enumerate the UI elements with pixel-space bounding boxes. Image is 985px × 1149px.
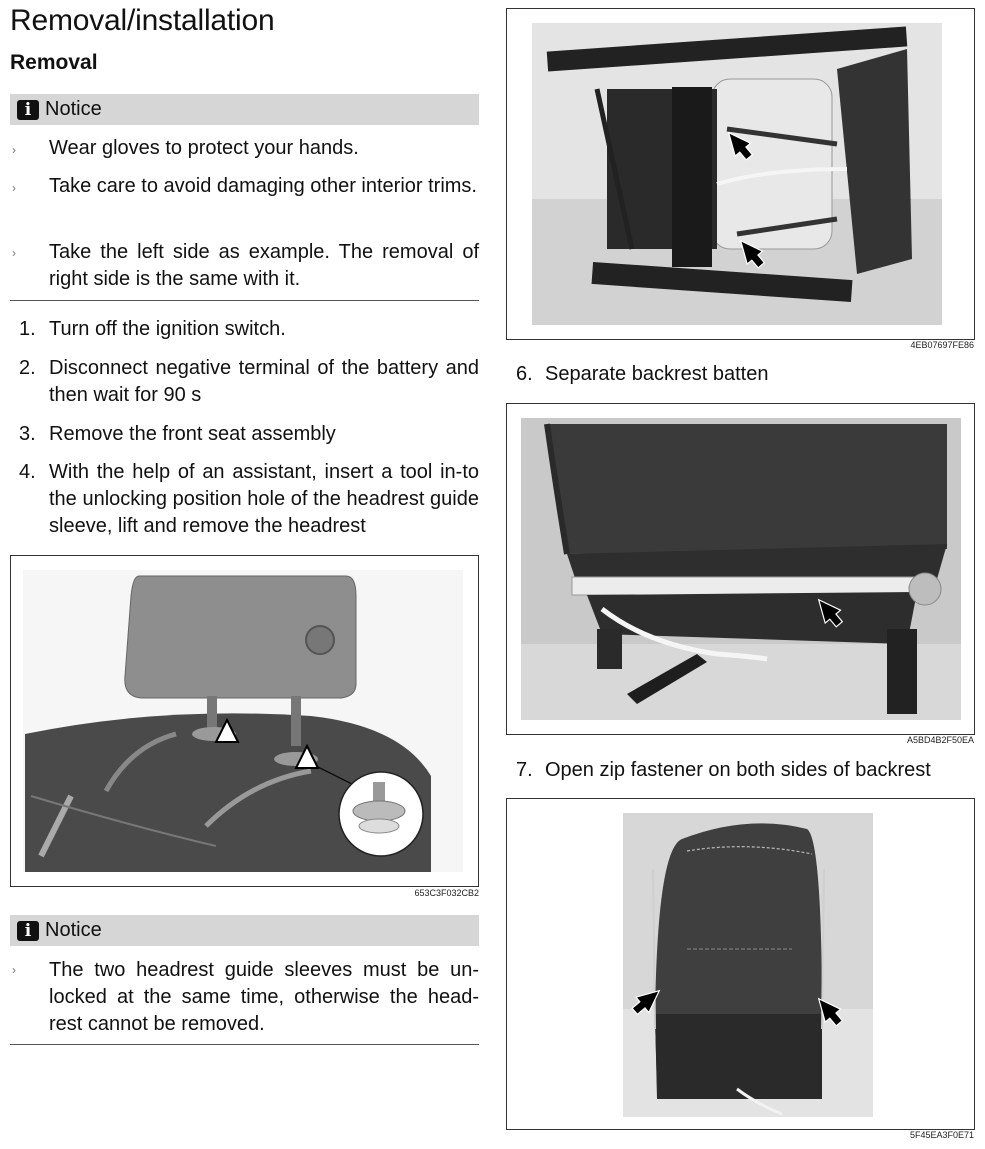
notice-label: Notice xyxy=(45,98,102,120)
step-number: 2. xyxy=(19,357,36,379)
step-text: With the help of an assistant, insert a tool in-to the unlocking position hole of the headrest guide sleeve, lift and remove the headrest xyxy=(49,461,479,537)
page-title: Removal/installation xyxy=(10,4,275,37)
headrest-illustration xyxy=(11,556,478,886)
notice-bar xyxy=(10,915,479,946)
step-text: Open zip fastener on both sides of backrest xyxy=(545,759,931,781)
backrest-batten-photo xyxy=(507,404,974,734)
info-icon: i xyxy=(17,921,39,941)
seat-frame-figure xyxy=(506,8,975,340)
step-text: Separate backrest batten xyxy=(545,363,769,385)
step-text: Remove the front seat assembly xyxy=(49,423,336,445)
step-number: 1. xyxy=(19,318,36,340)
notice-item: Take the left side as example. The removal of right side is the same with it. xyxy=(49,241,479,290)
notice-item: Wear gloves to protect your hands. xyxy=(49,137,359,159)
notice-item: The two headrest guide sleeves must be un-locked at the same time, otherwise the head-rest cannot be removed. xyxy=(49,959,479,1035)
divider xyxy=(10,1044,479,1045)
bullet-chevron-icon: › xyxy=(12,963,16,977)
section-title: Removal xyxy=(10,51,98,74)
bullet-chevron-icon: › xyxy=(12,143,16,157)
step-text: Turn off the ignition switch. xyxy=(49,318,286,340)
seat-frame-photo xyxy=(507,9,974,339)
bullet-chevron-icon: › xyxy=(12,246,16,260)
headrest-figure xyxy=(10,555,479,887)
divider xyxy=(10,300,479,301)
step-number: 4. xyxy=(19,461,36,483)
figure-code: A5BD4B2F50EA xyxy=(906,735,974,745)
notice-bar xyxy=(10,94,479,125)
figure-code: 653C3F032CB2 xyxy=(414,888,479,898)
step-text: Disconnect negative terminal of the battery and then wait for 90 s xyxy=(49,357,479,406)
step-number: 3. xyxy=(19,423,36,445)
figure-code: 5F45EA3F0E71 xyxy=(909,1130,974,1140)
backrest-batten-figure xyxy=(506,403,975,735)
step-number: 6. xyxy=(516,363,533,385)
figure-code: 4EB07697FE86 xyxy=(910,340,974,350)
step-number: 7. xyxy=(516,759,533,781)
backrest-zip-figure xyxy=(506,798,975,1130)
info-icon: i xyxy=(17,100,39,120)
notice-label: Notice xyxy=(45,919,102,941)
backrest-zip-photo xyxy=(507,799,974,1129)
notice-item: Take care to avoid damaging other interior trims. xyxy=(49,175,477,197)
bullet-chevron-icon: › xyxy=(12,181,16,195)
